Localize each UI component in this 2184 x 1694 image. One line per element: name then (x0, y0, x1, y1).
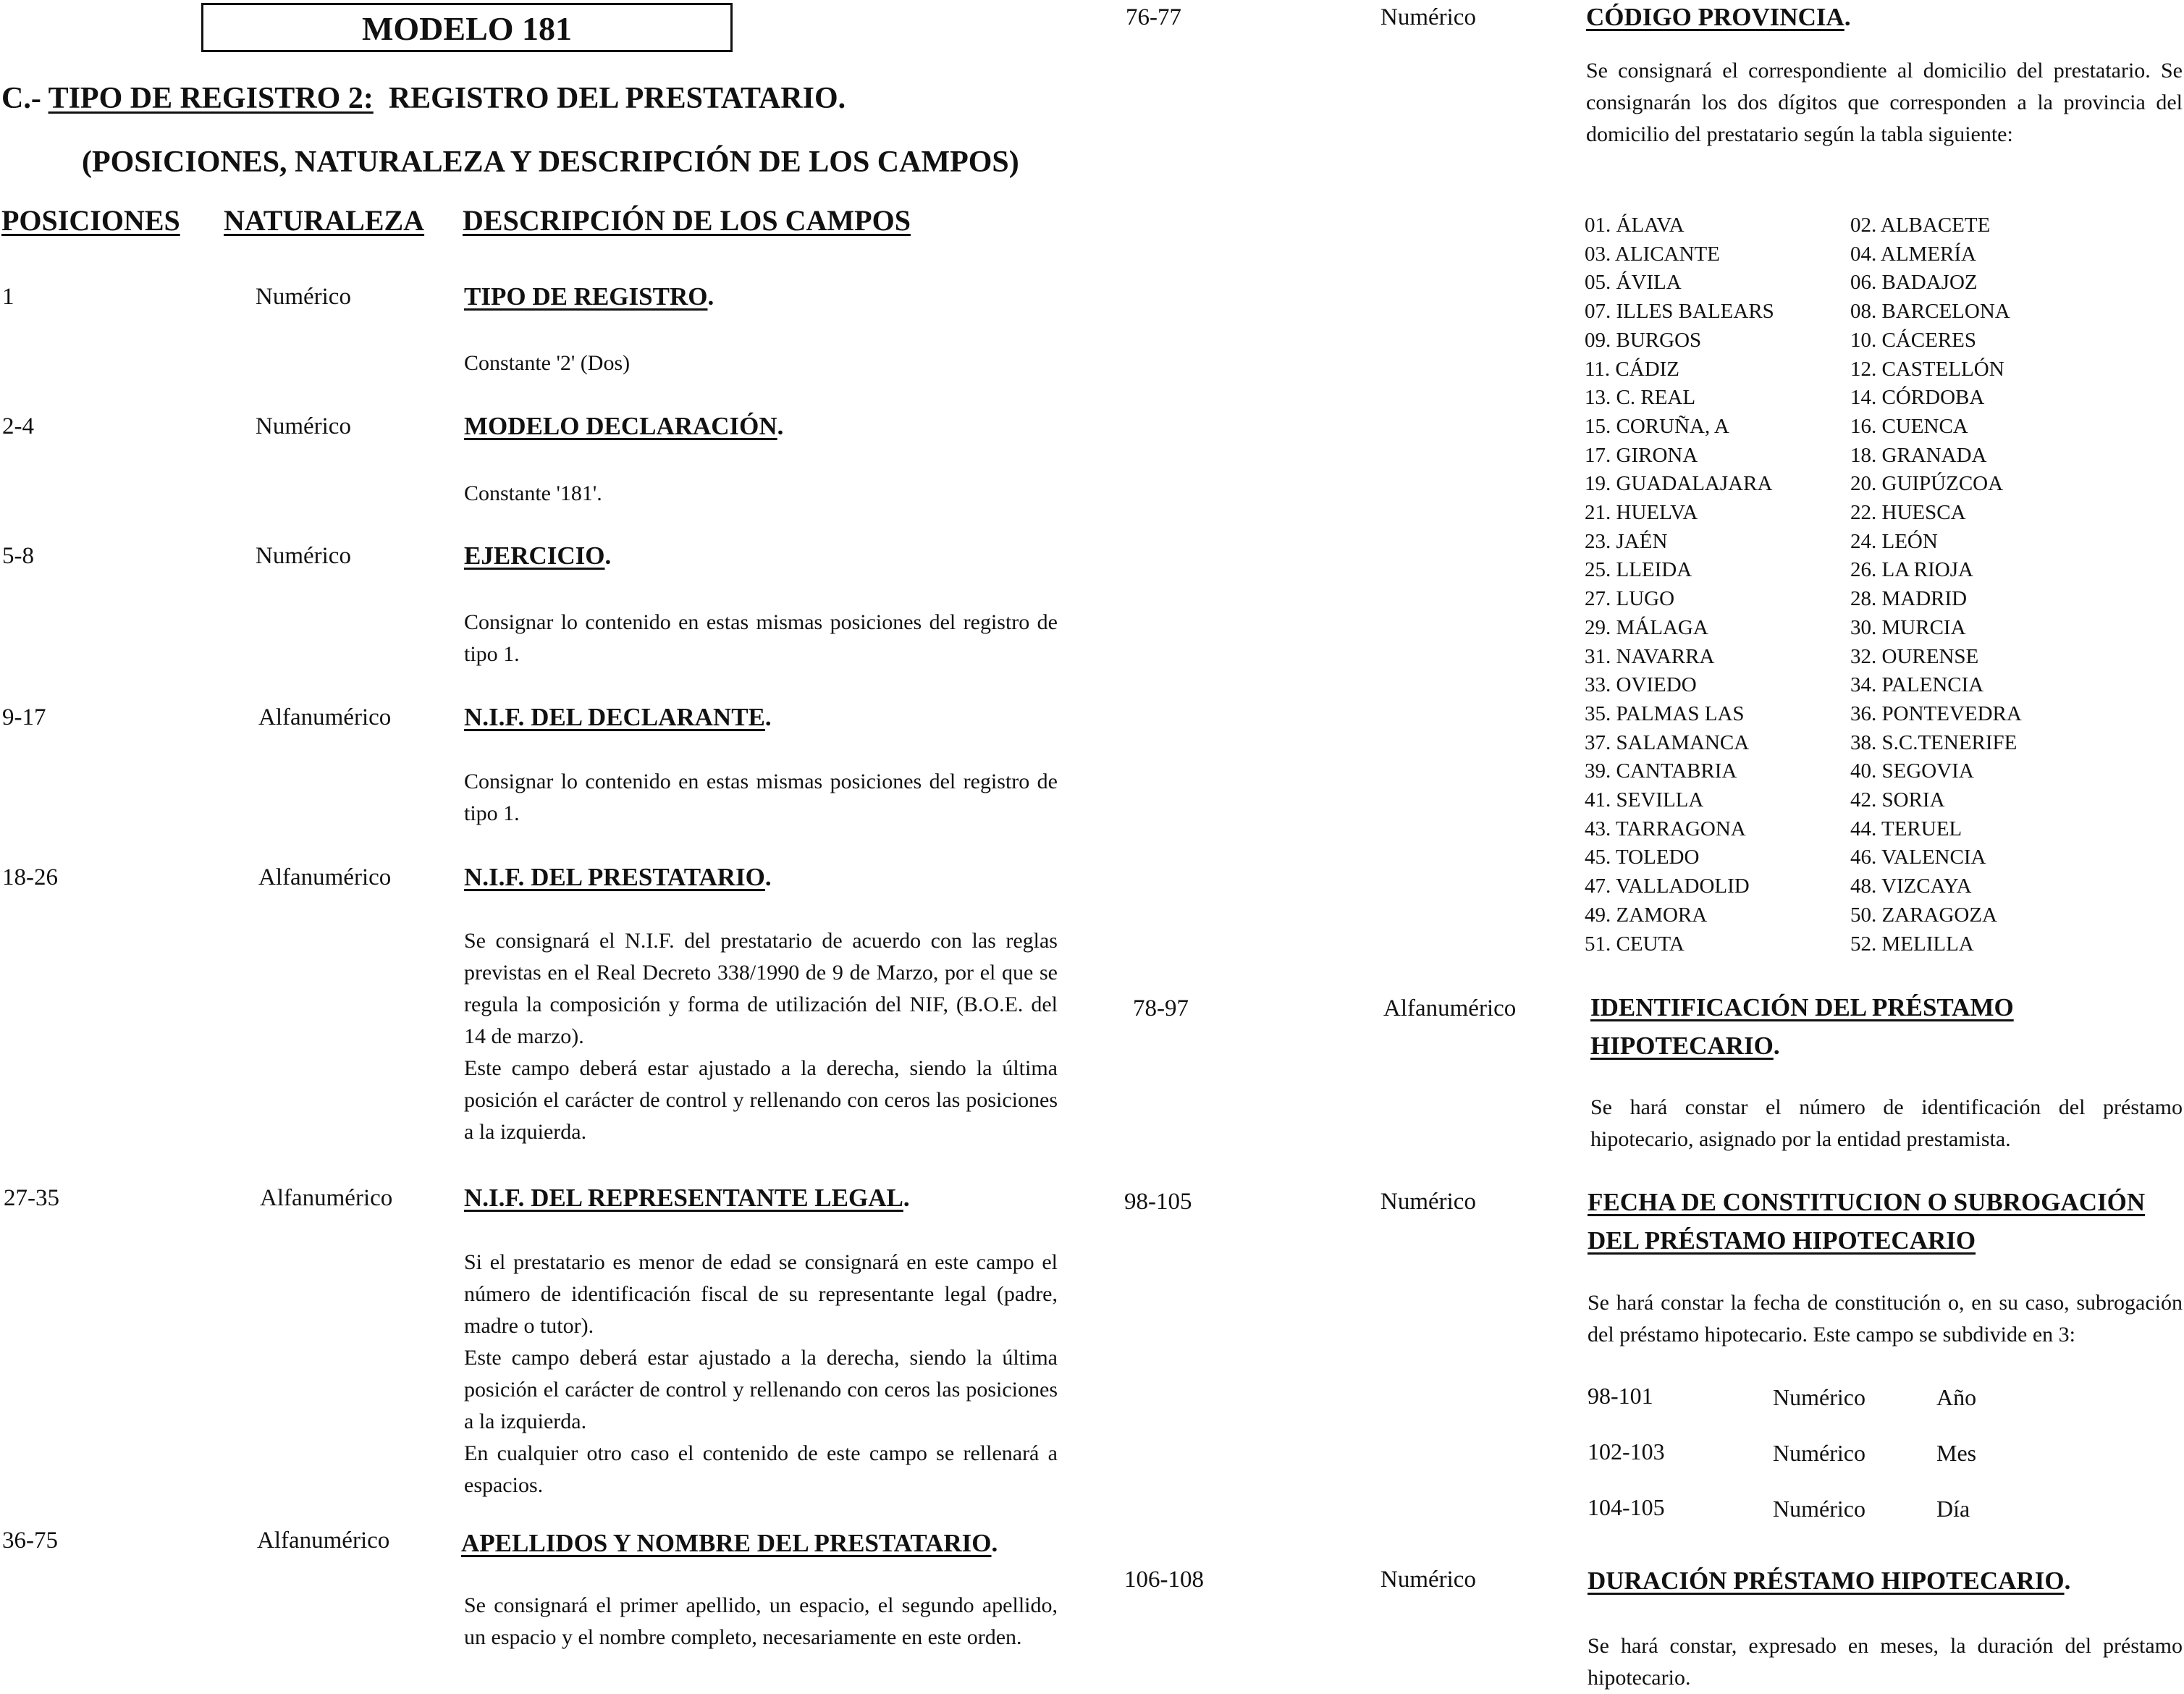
field-positions: 18-26 (2, 864, 58, 890)
field-description (1588, 1630, 2183, 1694)
province-entry: 45. TOLEDO (1585, 846, 1700, 869)
province-entry: 44. TERUEL (1850, 817, 1962, 840)
province-entry: 39. CANTABRIA (1585, 759, 1737, 783)
field-nature: Numérico (256, 413, 351, 439)
field-name: CÓDIGO PROVINCIA. (1586, 3, 1851, 31)
province-entry: 37. SALAMANCA (1585, 730, 1750, 754)
field-name-text: APELLIDOS Y NOMBRE DEL PRESTATARIO (461, 1529, 992, 1557)
province-entry: 14. CÓRDOBA (1850, 386, 1985, 410)
province-entry: 35. PALMAS LAS (1585, 701, 1745, 725)
province-entry: 16. CUENCA (1850, 414, 1968, 438)
province-entry: 13. C. REAL (1585, 386, 1696, 410)
field-positions: 106-108 (1124, 1567, 1204, 1593)
province-entry: 29. MÁLAGA (1585, 615, 1708, 639)
column-header-nature: NATURALEZA (224, 204, 425, 237)
province-entry: 49. ZAMORA (1585, 903, 1708, 927)
field-name: TIPO DE REGISTRO. (464, 282, 714, 311)
field-name: N.I.F. DEL DECLARANTE. (464, 703, 772, 731)
province-entry: 34. PALENCIA (1850, 673, 1984, 697)
subfield-label: Mes (1936, 1440, 1977, 1466)
field-nature: Alfanumérico (258, 864, 392, 890)
field-name-text: CÓDIGO PROVINCIA (1586, 3, 1844, 31)
province-entry: 15. CORUÑA, A (1585, 414, 1729, 438)
subfield-label: Año (1936, 1384, 1977, 1410)
province-entry: 36. PONTEVEDRA (1850, 701, 2022, 725)
province-entry: 46. VALENCIA (1850, 846, 1986, 869)
field-description-text: Se hará constar, expresado en meses, la duración del préstamo hipotecario. (1588, 1634, 2183, 1690)
province-entry: 30. MURCIA (1850, 615, 1966, 639)
field-description (1590, 1092, 2183, 1155)
province-entry: 51. CEUTA (1585, 932, 1685, 956)
field-description (1586, 55, 2183, 151)
field-name-text: TIPO DE REGISTRO (464, 282, 708, 311)
field-positions: 5-8 (2, 543, 34, 569)
field-description-text: En cualquier otro caso el contenido de este campo se rellenará a espacios. (464, 1441, 1058, 1497)
field-name: MODELO DECLARACIÓN. (464, 412, 784, 440)
field-nature: Alfanumérico (258, 704, 392, 730)
province-entry: 11. CÁDIZ (1585, 357, 1680, 381)
province-entry: 50. ZARAGOZA (1850, 903, 1997, 927)
field-name-text: N.I.F. DEL PRESTATARIO (464, 863, 765, 891)
field-positions: 2-4 (2, 413, 34, 439)
province-entry: 43. TARRAGONA (1585, 817, 1746, 840)
field-name-text: DURACIÓN PRÉSTAMO HIPOTECARIO (1588, 1567, 2065, 1595)
province-entry: 05. ÁVILA (1585, 271, 1682, 295)
field-name-text: EJERCICIO (464, 542, 605, 570)
field-name: EJERCICIO. (464, 542, 612, 570)
province-entry: 38. S.C.TENERIFE (1850, 730, 2018, 754)
province-entry: 42. SORIA (1850, 788, 1945, 812)
field-nature: Numérico (256, 284, 351, 310)
province-table (1585, 211, 2067, 958)
subfield-label: Día (1936, 1496, 1970, 1522)
field-description-text: Este campo deberá estar ajustado a la derecha, siendo la última posición el carácter de control y rellenando con ceros las posiciones a la izquierda. (464, 1346, 1058, 1433)
subfield-positions: 102-103 (1588, 1438, 1665, 1465)
section-prefix: C.- (1, 82, 49, 115)
field-description-text: Se consignará el N.I.F. del prestatario de acuerdo con las reglas previstas en el Real Decreto 338/1990 de 9 de Marzo, por el que se regula la composición y forma de utilización del NIF, (B.O.E. del 14 de marzo). (464, 929, 1058, 1048)
field-description-text: Se hará constar la fecha de constitución o, en su caso, subrogación del préstamo hipotecario. Este campo se subdivide en 3: (1588, 1291, 2183, 1347)
field-name-text: MODELO DECLARACIÓN (464, 412, 777, 440)
field-description-text: Si el prestatario es menor de edad se consignará en este campo el número de identificación fiscal de su representante legal (padre, madre o tutor). (464, 1250, 1058, 1338)
field-name: N.I.F. DEL PRESTATARIO. (464, 863, 772, 891)
province-entry: 25. LLEIDA (1585, 558, 1692, 582)
subfield-positions: 104-105 (1588, 1494, 1665, 1520)
field-description-text: Se consignará el correspondiente al domicilio del prestatario. Se consignarán los dos dígitos que corresponden a la provincia del domicilio del prestatario según la tabla siguiente: (1586, 59, 2183, 146)
field-name-text: N.I.F. DEL REPRESENTANTE LEGAL (464, 1184, 903, 1212)
field-description-text: Constante '2' (Dos) (464, 351, 631, 375)
province-entry: 48. VIZCAYA (1850, 875, 1972, 898)
field-description (464, 1590, 1058, 1653)
field-name-text: IDENTIFICACIÓN DEL PRÉSTAMO HIPOTECARIO (1590, 993, 2014, 1060)
section-rest: REGISTRO DEL PRESTATARIO. (373, 82, 846, 115)
province-entry: 04. ALMERÍA (1850, 242, 1976, 266)
field-description (464, 1247, 1058, 1501)
field-description-text: Consignar lo contenido en estas mismas posiciones del registro de tipo 1. (464, 610, 1058, 666)
field-nature: Numérico (1380, 1189, 1476, 1215)
province-entry: 23. JAÉN (1585, 529, 1668, 553)
field-description (464, 766, 1058, 830)
field-name: IDENTIFICACIÓN DEL PRÉSTAMO HIPOTECARIO. (1590, 993, 2014, 1060)
province-entry: 09. BURGOS (1585, 328, 1702, 352)
province-entry: 10. CÁCERES (1850, 328, 1977, 352)
province-entry: 06. BADAJOZ (1850, 271, 1978, 295)
field-description (464, 347, 1058, 379)
province-entry: 52. MELILLA (1850, 932, 1974, 956)
province-entry: 47. VALLADOLID (1585, 875, 1750, 898)
province-entry: 03. ALICANTE (1585, 242, 1720, 266)
province-entry: 33. OVIEDO (1585, 673, 1697, 697)
column-header-description: DESCRIPCIÓN DE LOS CAMPOS (463, 204, 911, 237)
field-nature: Alfanumérico (257, 1527, 390, 1554)
field-description (1588, 1287, 2183, 1351)
province-entry: 22. HUESCA (1850, 501, 1966, 525)
field-nature: Alfanumérico (260, 1185, 393, 1211)
field-description-text: Se consignará el primer apellido, un espacio, el segundo apellido, un espacio y el nombre completo, necesariamente en este orden. (464, 1593, 1058, 1649)
field-description-text: Se hará constar el número de identificación del préstamo hipotecario, asignado por la entidad prestamista. (1590, 1095, 2183, 1151)
subfield-positions: 98-101 (1588, 1383, 1653, 1409)
province-entry: 26. LA RIOJA (1850, 558, 1973, 582)
section-heading (1, 81, 846, 116)
column-header-positions: POSICIONES (1, 204, 180, 237)
province-entry: 02. ALBACETE (1850, 214, 1991, 237)
field-name (1588, 1186, 2183, 1263)
field-positions: 1 (2, 284, 14, 310)
field-name: N.I.F. DEL REPRESENTANTE LEGAL. (464, 1184, 910, 1212)
province-entry: 01. ÁLAVA (1585, 214, 1685, 237)
field-name-text: N.I.F. DEL DECLARANTE (464, 703, 765, 731)
field-description-text: Constante '181'. (464, 481, 602, 505)
field-name: APELLIDOS Y NOMBRE DEL PRESTATARIO. (461, 1529, 998, 1557)
province-entry: 19. GUADALAJARA (1585, 472, 1773, 496)
section-label: TIPO DE REGISTRO 2: (48, 82, 374, 115)
field-description-text: Consignar lo contenido en estas mismas posiciones del registro de tipo 1. (464, 770, 1058, 825)
province-entry: 07. ILLES BALEARS (1585, 300, 1774, 324)
field-name: DURACIÓN PRÉSTAMO HIPOTECARIO. (1588, 1567, 2071, 1595)
section-subtitle: (POSICIONES, NATURALEZA Y DESCRIPCIÓN DE LOS CAMPOS) (82, 146, 1019, 179)
province-entry: 41. SEVILLA (1585, 788, 1704, 812)
province-entry: 28. MADRID (1850, 587, 1968, 611)
province-entry: 27. LUGO (1585, 587, 1675, 611)
subfield-nature: Numérico (1773, 1496, 1865, 1522)
province-entry: 32. OURENSE (1850, 644, 1979, 668)
field-nature: Numérico (256, 543, 351, 569)
field-description-text: Este campo deberá estar ajustado a la derecha, siendo la última posición el carácter de control y rellenando con ceros las posiciones a la izquierda. (464, 1056, 1058, 1144)
province-entry: 08. BARCELONA (1850, 300, 2010, 324)
province-entry: 40. SEGOVIA (1850, 759, 1974, 783)
field-positions: 9-17 (2, 704, 46, 730)
field-positions: 76-77 (1126, 4, 1181, 30)
field-positions: 27-35 (4, 1185, 59, 1211)
field-nature: Numérico (1380, 1567, 1476, 1593)
province-entry: 17. GIRONA (1585, 443, 1698, 467)
field-description (464, 607, 1058, 670)
field-name-text: FECHA DE CONSTITUCION O SUBROGACIÓN DEL PRÉSTAMO HIPOTECARIO (1588, 1188, 2146, 1255)
field-description (464, 925, 1058, 1148)
field-description (464, 478, 1058, 510)
province-entry: 20. GUIPÚZCOA (1850, 472, 2004, 496)
province-entry: 18. GRANADA (1850, 443, 1987, 467)
field-positions: 78-97 (1133, 995, 1189, 1021)
province-entry: 12. CASTELLÓN (1850, 357, 2004, 381)
field-nature: Alfanumérico (1383, 995, 1517, 1021)
subfield-nature: Numérico (1773, 1440, 1865, 1466)
field-nature: Numérico (1380, 4, 1476, 30)
field-positions: 98-105 (1124, 1189, 1192, 1215)
province-entry: 31. NAVARRA (1585, 644, 1715, 668)
subfield-nature: Numérico (1773, 1384, 1865, 1410)
province-entry: 21. HUELVA (1585, 501, 1698, 525)
province-entry: 24. LEÓN (1850, 529, 1938, 553)
field-positions: 36-75 (2, 1527, 58, 1554)
document-title: MODELO 181 (201, 3, 733, 52)
